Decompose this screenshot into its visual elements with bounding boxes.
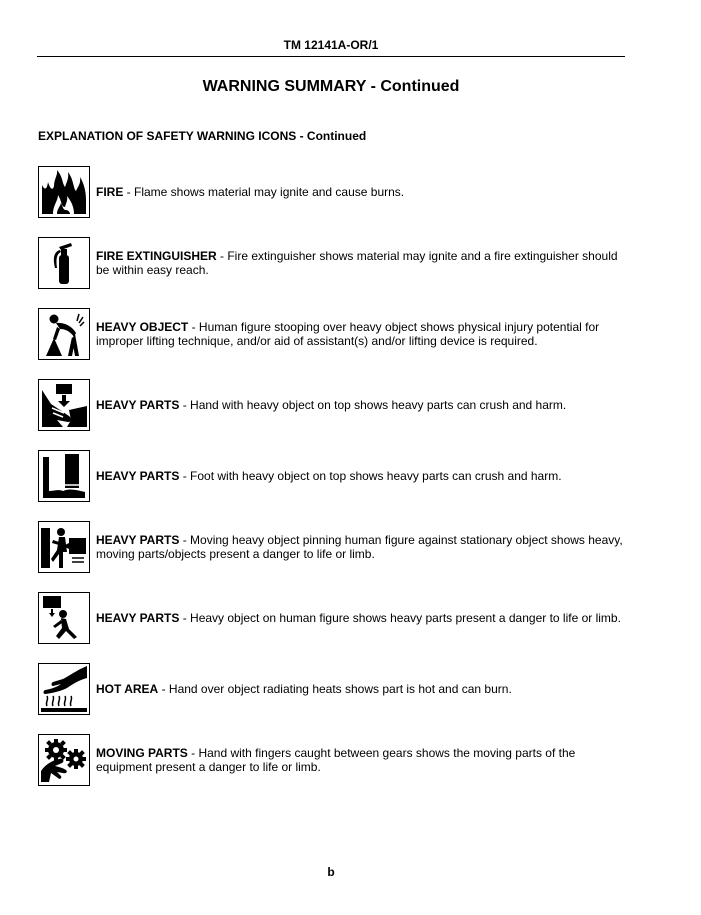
warning-item-moving-parts [38, 734, 628, 788]
warning-item-fire-extinguisher [38, 237, 628, 291]
warning-term: HEAVY PARTS [96, 611, 180, 625]
warning-description [96, 450, 626, 502]
warning-desc: - Hand with fingers caught between gears shows the moving parts of the equipment present a danger to life or limb. [96, 746, 576, 774]
warning-item-heavy-parts-pinned [38, 521, 628, 575]
warning-term: HEAVY PARTS [96, 469, 180, 483]
warning-description [96, 592, 626, 644]
warning-desc: - Hand over object radiating heats shows part is hot and can burn. [158, 682, 512, 696]
page-number: b [327, 865, 335, 879]
foot-crush-icon [38, 450, 90, 502]
fire-extinguisher-icon [38, 237, 90, 289]
warning-description [96, 166, 626, 218]
warning-term: FIRE [96, 185, 124, 199]
warning-term: HEAVY OBJECT [96, 320, 189, 334]
warning-desc: - Moving heavy object pinning human figure against stationary object shows heavy, moving parts/objects present a danger to life or limb. [96, 533, 623, 561]
warning-desc: - Heavy object on human figure shows heavy parts present a danger to life or limb. [179, 611, 621, 625]
warning-description [96, 734, 626, 786]
header-rule [37, 56, 625, 57]
hot-area-icon [38, 663, 90, 715]
moving-parts-icon [38, 734, 90, 786]
warning-term: FIRE EXTINGUISHER [96, 249, 217, 263]
warning-description [96, 237, 626, 289]
warning-desc: - Hand with heavy object on top shows heavy parts can crush and harm. [179, 398, 567, 412]
warning-description [96, 379, 626, 431]
warning-term: HOT AREA [96, 682, 159, 696]
warning-desc: - Foot with heavy object on top shows heavy parts can crush and harm. [179, 469, 562, 483]
warning-item-heavy-object [38, 308, 628, 362]
hand-crush-icon [38, 379, 90, 431]
warning-description [96, 521, 626, 573]
fire-icon [38, 166, 90, 218]
heavy-object-icon [38, 308, 90, 360]
warning-description [96, 663, 626, 715]
pinned-figure-icon [38, 521, 90, 573]
warning-item-hot-area [38, 663, 628, 717]
warning-item-fire [38, 166, 628, 220]
warning-desc: - Fire extinguisher shows material may ignite and a fire extinguisher should be within easy reach. [96, 249, 618, 277]
warning-item-heavy-parts-foot [38, 450, 628, 504]
warning-term: MOVING PARTS [96, 746, 188, 760]
warning-item-heavy-parts-hand [38, 379, 628, 433]
warning-desc: - Flame shows material may ignite and cause burns. [123, 185, 405, 199]
document-id: TM 12141A-OR/1 [283, 38, 379, 52]
warning-term: HEAVY PARTS [96, 533, 180, 547]
page-title: WARNING SUMMARY - Continued [202, 78, 460, 95]
warning-term: HEAVY PARTS [96, 398, 180, 412]
warning-item-heavy-parts-falling [38, 592, 628, 646]
falling-object-icon [38, 592, 90, 644]
section-heading: EXPLANATION OF SAFETY WARNING ICONS - Continued [38, 129, 367, 143]
warning-description [96, 308, 626, 360]
warning-desc: - Human figure stooping over heavy object shows physical injury potential for improper lifting technique, and/or aid of assistant(s) and/or lifting device is required. [96, 320, 600, 348]
